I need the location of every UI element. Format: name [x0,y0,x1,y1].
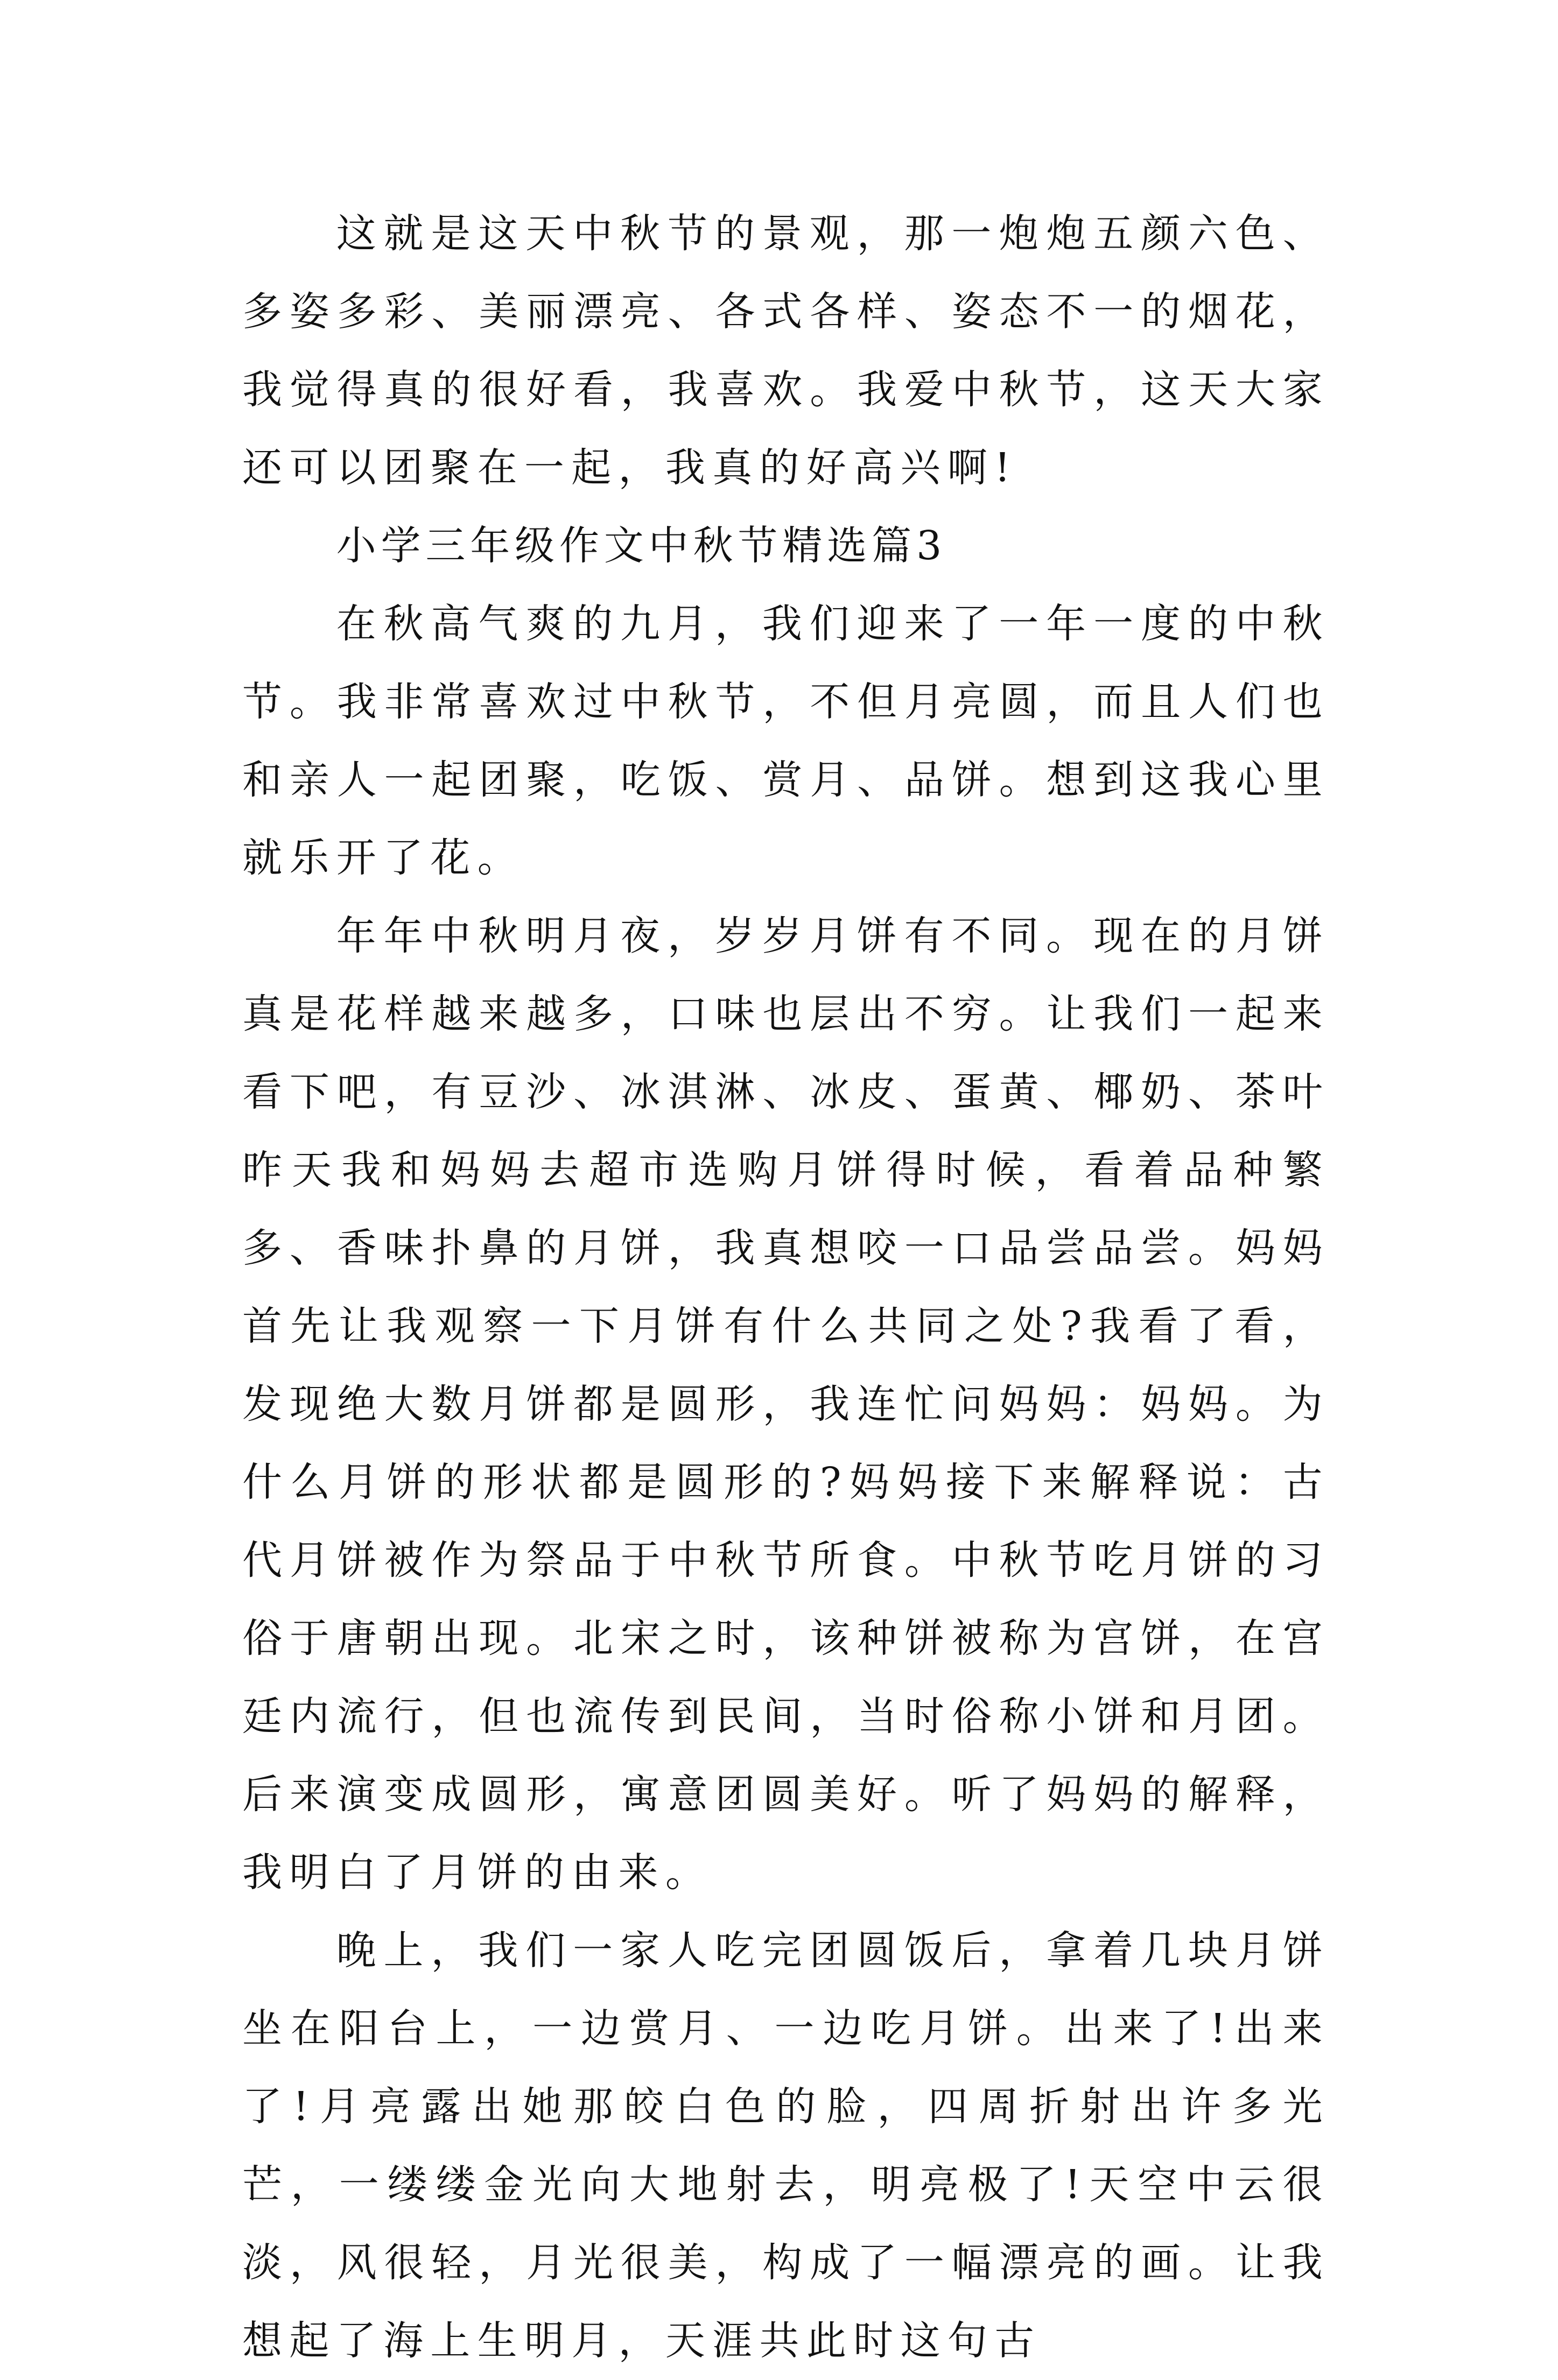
paragraph-fireworks-ending: 这就是这天中秋节的景观，那一炮炮五颜六色、多姿多彩、美丽漂亮、各式各样、姿态不一的烟花，我觉得真的很好看，我喜欢。我爱中秋节，这天大家还可以团聚在一起，我真的好高兴啊! [242,210,1330,491]
section-heading: 小学三年级作文中秋节精选篇3 [336,523,947,569]
paragraph-evening: 晚上，我们一家人吃完团圆饭后，拿着几块月饼坐在阳台上，一边赏月、一边吃月饼。出来了!出来了!月亮露出她那皎白色的脸，四周折射出许多光芒，一缕缕金光向大地射去，明亮极了!天空中云很淡，风很轻，月光很美，构成了一幅漂亮的画。让我想起了海上生明月，天涯共此时这句古 [242,1927,1330,2364]
paragraph-mooncakes: 年年中秋明月夜，岁岁月饼有不同。现在的月饼真是花样越来越多，口味也层出不穷。让我们一起来看下吧，有豆沙、冰淇淋、冰皮、蛋黄、椰奶、茶叶昨天我和妈妈去超市选购月饼得时候，看着品种繁多、香味扑鼻的月饼，我真想咬一口品尝品尝。妈妈首先让我观察一下月饼有什么共同之处?我看了看，发现绝大数月饼都是圆形，我连忙问妈妈：妈妈。为什么月饼的形状都是圆形的?妈妈接下来解释说：古代月饼被作为祭品于中秋节所食。中秋节吃月饼的习俗于唐朝出现。北宋之时，该种饼被称为宫饼，在宫廷内流行，但也流传到民间，当时俗称小饼和月团。后来演变成圆形，寓意团圆美好。听了妈妈的解释，我明白了月饼的由来。 [242,913,1330,1896]
document-body [242,195,1330,2380]
paragraph-intro: 在秋高气爽的九月，我们迎来了一年一度的中秋节。我非常喜欢过中秋节，不但月亮圆，而且人们也和亲人一起团聚，吃饭、赏月、品饼。想到这我心里就乐开了花。 [242,601,1330,881]
